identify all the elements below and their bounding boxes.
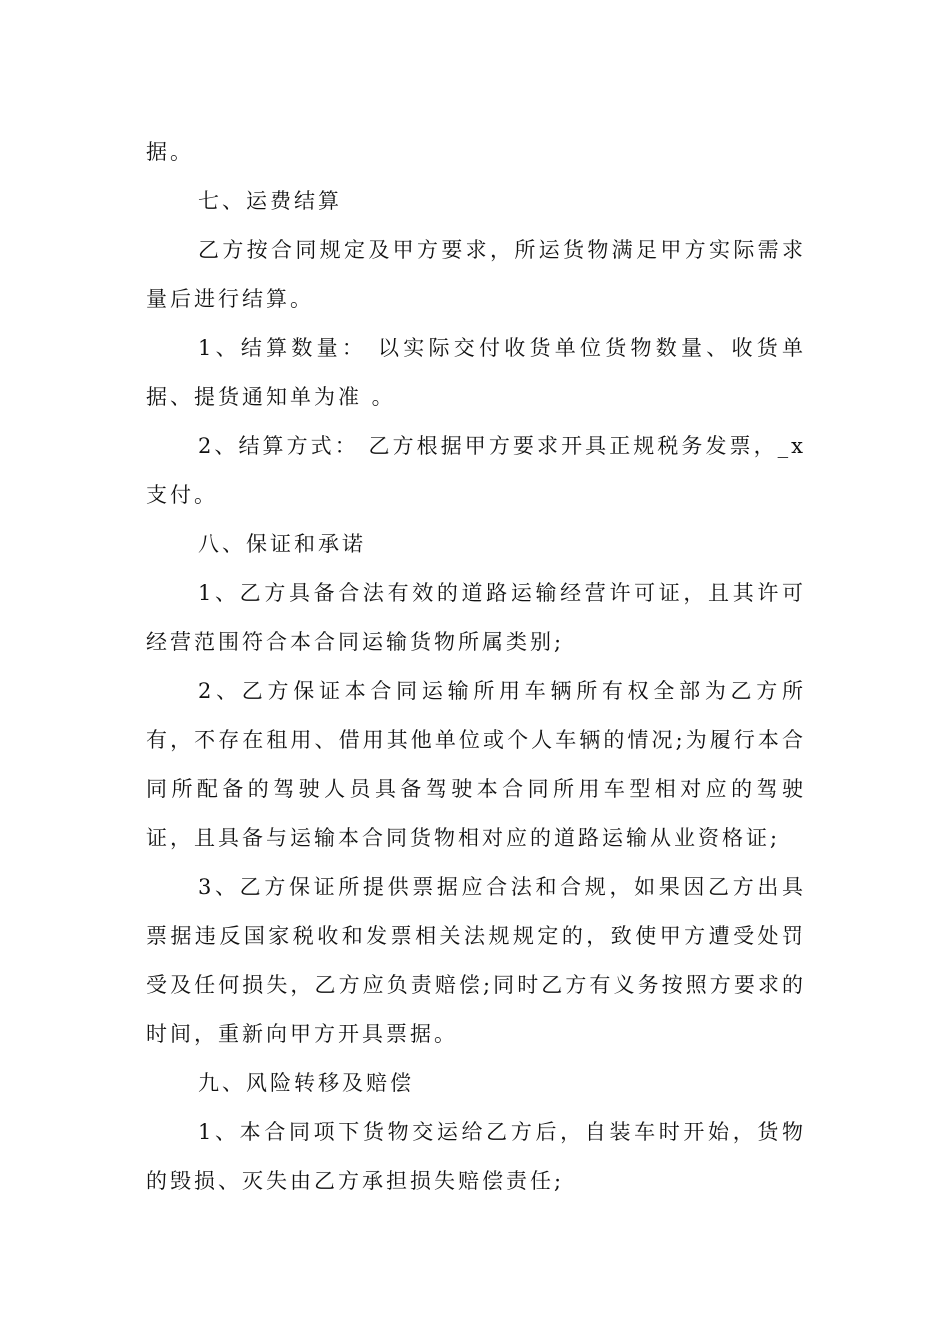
paragraph-guarantee-3: 3、乙方保证所提供票据应合法和合规，如果因乙方出具票据违反国家税收和发票相关法规规定的，致使甲方遭受处罚受及任何损失，乙方应负责赔偿;同时乙方有义务按照方要求的时间，重新向甲方开具票据。: [146, 875, 806, 1046]
paragraph-settlement-intro: 乙方按合同规定及甲方要求，所运货物满足甲方实际需求量后进行结算。: [146, 238, 806, 311]
paragraph-risk-1: 1、本合同项下货物交运给乙方后，自装车时开始，货物的毁损、灭失由乙方承担损失赔偿责任;: [146, 1120, 806, 1193]
section-heading-guarantees: 八、保证和承诺: [198, 532, 366, 556]
paragraph-settlement-quantity: 1、结算数量： 以实际交付收货单位货物数量、收货单据、提货通知单为准 。: [146, 336, 806, 409]
paragraph-settlement-method: 2、结算方式： 乙方根据甲方要求开具正规税务发票，_x 支付。: [146, 434, 806, 507]
paragraph-guarantee-1: 1、乙方具备合法有效的道路运输经营许可证，且其许可经营范围符合本合同运输货物所属类别;: [146, 581, 806, 654]
section-heading-freight-settlement: 七、运费结算: [198, 189, 342, 213]
paragraph-continuation: 据。: [146, 140, 194, 164]
section-heading-risk-transfer: 九、风险转移及赔偿: [198, 1071, 414, 1095]
paragraph-guarantee-2: 2、乙方保证本合同运输所用车辆所有权全部为乙方所有，不存在租用、借用其他单位或个人车辆的情况;为履行本合同所配备的驾驶人员具备驾驶本合同所用车型相对应的驾驶证，且具备与运输本合同货物相对应的道路运输从业资格证;: [146, 679, 806, 850]
document-body: [146, 128, 806, 1206]
